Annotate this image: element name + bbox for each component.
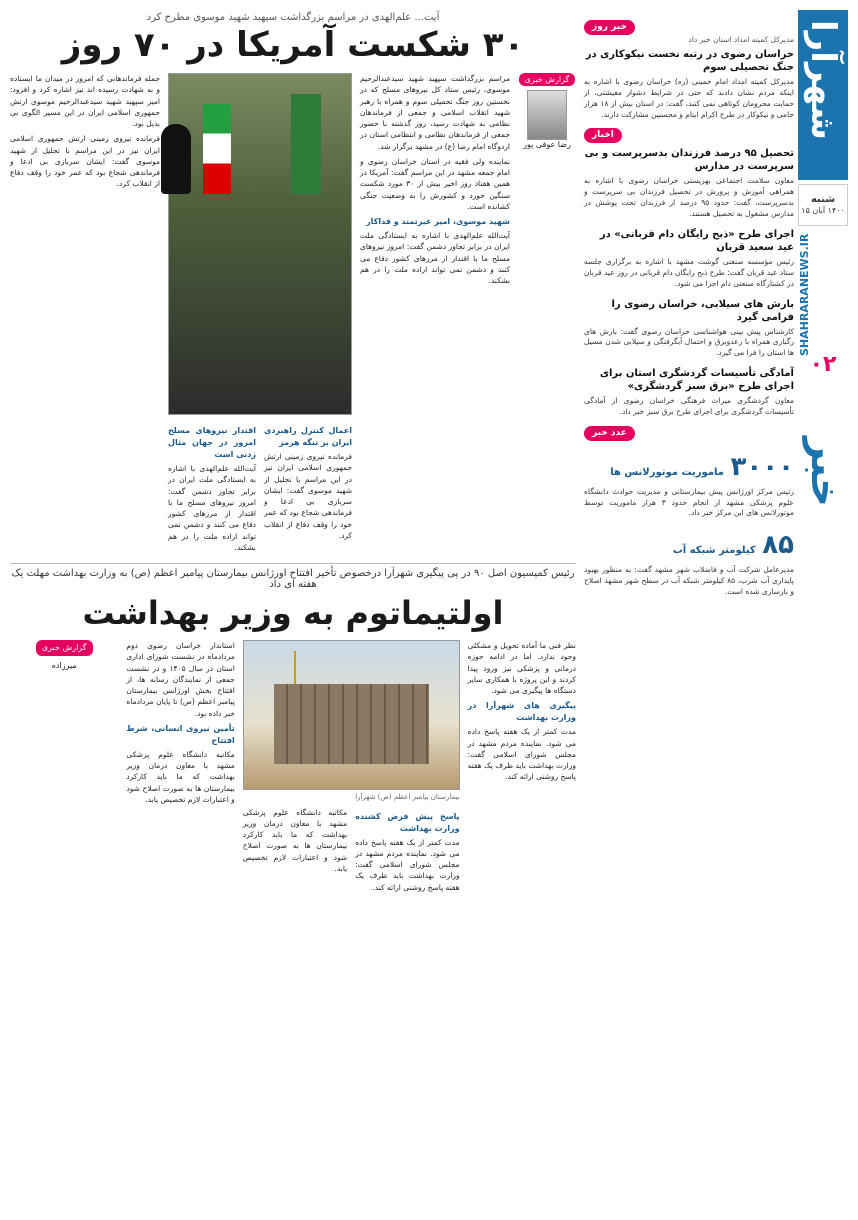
second-paragraph: نظر فنی ما آماده تحویل و مشکلی وجود ندارد. اما در ادامه حوزه درمانی و پزشکی نیز ورود پیدا کردند و این پروژه با همکاری سایر دستگاه ها پیگیری می شود. [467,641,576,695]
news-title[interactable]: تحصیل ۹۵ درصد فرزندان بدسرپرست و بی سرپرست در مدارس [584,148,794,173]
logo-text: شهرآرا [803,20,843,140]
flag-icon [291,94,321,194]
second-strap: رئیس کمیسیون اصل ۹۰ در پی پیگیری شهرآرا درخصوص تأخیر افتتاح اورژانس بیمارستان پیامبر اعظم (ص) به وزارت بهداشت مهلت یک هفته ای داد [10,563,576,590]
second-subhead: تأمین نیروی انسانی، شرط افتتاح [126,723,235,745]
lead-photo-area [168,73,352,553]
lead-subhead: شهید موسوی، امیر غیرتمند و فداکار [366,217,510,226]
news-body: معاون سلامت اجتماعی بهزیستی خراسان رضوی با اشاره به همراهی آموزش و پرورش در تحصیل فرزندان بی سرپرست و بدسرپرست، گفت: حدود ۹۵ درصد از فرزندان تحت پوشش در مدارس مشغول به تحصیل هستند. [584,176,794,219]
lead-subhead: اعمال کنترل راهبردی ایران بر تنگه هرمز [264,426,352,447]
lead-column-2 [264,421,352,553]
author-name: رضا عوفی پور [523,140,571,149]
second-column-3 [243,807,347,893]
iran-flag-icon [203,104,231,194]
lead-column-4 [10,73,160,553]
stat-body: رئیس مرکز اورژانس پیش بیمارستانی و مدیریت حوادث دانشگاه علوم پزشکی مشهد از انجام حدود ۳ هزار ماموریت توسط موتورلانس های این مرکز خبر داد. [584,486,795,518]
author-box [518,73,576,553]
author-box [10,640,118,893]
lead-story [10,73,576,553]
stat-item [584,527,794,597]
speaker-figure [161,124,191,194]
stat-item [584,449,794,519]
lead-columns [168,421,352,553]
second-headline[interactable]: اولتیماتوم به وزیر بهداشت [82,594,504,632]
site-url[interactable]: SHAHRARANEWS.IR [798,234,811,357]
news-item[interactable] [584,367,794,418]
avatar [527,90,567,140]
second-paragraph: استاندار خراسان رضوی دوم مردادماه در نشست شورای اداری استان در سال ۱۴۰۵ و در نشست جمعی از نمایندگان رسانه ها، از افتتاح بخش اورژانس بیمارستان پیامبر اعظم (ص) تا پایان مردادماه خبر داده بود. [126,641,235,718]
stat-body: مدیرعامل شرکت آب و فاضلاب شهر مشهد گفت: به منظور بهبود پایداری آب شرب، ۸۵ کیلومتر شبکه آب در سطح شهر مشهد اصلاح و بازسازی شده است. [584,565,794,596]
lead-photo[interactable] [168,73,352,415]
news-title[interactable]: خراسان رضوی در رتبه نخست نیکوکاری در جنگ تحصیلی سوم [585,48,794,73]
second-subhead: پیگیری های شهرآرا در وزارت بهداشت [467,701,576,723]
lead-headline[interactable]: ۳۰ شکست آمریکا در ۷۰ روز [61,25,525,65]
tag-stat: عدد خبر [584,426,635,441]
news-body: رئیس مؤسسه صنعتی گوشت مشهد با اشاره به برگزاری جلسه ستاد عید قربان گفت: طرح ذبح رایگان دام قربانی در روز عید قربان در کشتارگاه صنعتی دام اجرا می شود. [584,256,794,288]
lead-paragraph: آیت‌الله علم‌الهدی با اشاره به ایستادگی ملت ایران در برابر تجاوز دشمن گفت: امروز نیروهای مسلح ما با اقتدار از مرزهای کشور دفاع می کنند و دشمن نمی تواند اراده ملت را در هم بشکند. [360,231,510,285]
lead-kicker: آیت‌... علم‌الهدی در مراسم بزرگداشت سپهبد شهید موسوی مطرح کرد [146,12,440,23]
news-kicker: مدیرکل کمیته امداد استان خبر داد [688,35,794,45]
main-content [10,12,576,1210]
date-box [798,184,848,226]
report-badge: گزارش خبری [519,73,576,86]
news-body: کارشناس پیش بینی هواشناسی خراسان رضوی گفت: بارش های رگباری همراه با رعدوبرق و احتمال آبگرفتگی و سیلابی شدن مسیل ها استان را فرا می گیرد. [584,326,794,358]
news-body: معاون گردشگری میراث فرهنگی خراسان رضوی از آمادگی تأسیسات گردشگری برای اجرای طرح برق سبز خبر داد. [584,396,794,417]
second-column-1 [468,640,576,893]
second-paragraph: مدت کمتر از یک هفته پاسخ داده می شود. نماینده مردم مشهد در مجلس شورای اسلامی گفت: وزارت بهداشت باید ظرف یک هفته پاسخ روشنی ارائه کند. [355,837,460,892]
lead-paragraph: آیت‌الله علم‌الهدی با اشاره به ایستادگی ملت ایران در برابر تجاوز دشمن گفت: امروز نیروهای مسلح ما با اقتدار از مرزهای کشور دفاع می کنند و دشمن نمی تواند اراده ملت را در هم بشکند. [168,464,256,552]
stat-number: ۳۰۰۰ [730,452,794,483]
lead-paragraph: فرمانده نیروی زمینی ارتش جمهوری اسلامی ایران نیز در این مراسم با تجلیل از شهید موسوی گفت: ایشان سربازی بی ادعا و فرماندهی شجاع بود که عمر خود را وقف دفاع از انقلاب کرد. [264,452,352,540]
lead-paragraph: فرمانده نیروی زمینی ارتش جمهوری اسلامی ایران نیز در این مراسم با تجلیل از شهید موسوی گفت: ایشان سربازی بی ادعا و فرماندهی شجاع بود که عمر خود را وقف دفاع از انقلاب کرد. [10,134,160,189]
second-paragraph: مکاتبه دانشگاه علوم پزشکی مشهد با معاون درمان وزیر بهداشت که ما باید کارکرد بیمارستان ها به صورت اصلاح شود و اعتبارات لازم تخصیص یابد. [126,749,235,804]
page-number: ۰۲ [809,352,837,377]
second-column-2 [355,807,459,893]
second-paragraph: مدت کمتر از یک هفته پاسخ داده می شود. نماینده مردم مشهد در مجلس شورای اسلامی گفت: وزارت بهداشت باید ظرف یک هفته پاسخ روشنی ارائه کند. [467,727,576,782]
news-item[interactable] [584,298,794,360]
news-title[interactable]: بارش های سیلابی، خراسان رضوی را فرامی گیرد [611,298,794,323]
news-sidebar [584,20,794,1210]
issue-date: ۱۴۰۰ آبان ۱۵ [801,206,845,216]
stat-label: ماموریت موتورلانس ها [610,467,724,479]
masthead [798,10,848,1210]
second-story [10,640,576,893]
lead-column-1 [360,73,510,553]
report-badge: گزارش خبری [36,640,93,656]
lead-paragraph: مراسم بزرگداشت سپهبد شهید سیدعبدالرحیم موسوی، رئیس ستاد کل نیروهای مسلح که در نخستین روز جنگ تحمیلی سوم و همراه با رهبر شهید انقلاب اسلامی و جمعی از فرماندهان نظامی به شهادت رسید، روز گذشته با حضور جمعی از فرماندهان نظامی و انتظامی استان در اردوگاه امام رضا (ع) در مشهد برگزار شد. [360,74,510,151]
stat-label: کیلومتر شبکه آب [672,545,756,557]
news-item[interactable] [584,35,794,120]
news-body: مدیرکل کمیته امداد امام خمینی (ره) خراسان رضوی با اشاره به اینکه مردم نشان دادند که حتی در شرایط دشوار معیشتی، از حمایت محرومان کوتاهی نمی کنند، گفت: در استان بیش از ۱۸ هزار حامی و نیکوکار در طرح اکرام ایتام و محسنین مشارکت دارند. [584,76,794,119]
second-photo[interactable] [243,640,460,790]
day-name: شنبه [810,194,836,206]
tag-mid: اخبار [584,128,622,143]
second-paragraph: مکاتبه دانشگاه علوم پزشکی مشهد با معاون درمان وزیر بهداشت که ما باید کارکرد بیمارستان ها به صورت اصلاح شود و اعتبارات لازم تخصیص یابد. [242,807,348,873]
second-columns [243,807,460,893]
lead-column-3 [168,421,256,553]
second-photo-area [243,640,460,893]
second-subhead: پاسخ پیش فرض کشنده وزارت بهداشت [355,811,460,833]
logo [798,10,848,180]
photo-caption: بیمارستان پیامبر اعظم (ص) شهرآرا [355,793,460,801]
news-title[interactable]: آمادگی تأسیسات گردشگری استان برای اجرای طرح «برق سبز گردشگری» [599,368,794,393]
section-label: خبر [802,437,848,508]
lead-paragraph: نماینده ولی فقیه در استان خراسان رضوی و امام جمعه مشهد در این مراسم گفت: آمریکا در همین هفتاد روز اخیر بیش از ۳۰ مورد شکست سنگین خورد و کشورش را به وضعیت جنگی کشانده است. [360,156,510,211]
news-item[interactable] [584,147,794,220]
lead-subhead: اقتدار نیروهای مسلح امروز در جهان مثال زدنی است [168,426,256,459]
lead-paragraph: جمله فرماندهانی که امروز در میدان ما ایستاده و به شهادت رسیده اند نیز اشاره کرد و افزود: امیر سپهبد شهید سیدعبدالرحیم موسوی ارتش جمهوری اسلامی ایران در این مسیر الگوی بی بدیل بود. [10,74,160,128]
tag-top: خبر روز [584,20,635,35]
news-title[interactable]: اجرای طرح «ذبح رایگان دام قربانی» در عید سعید قربان [599,228,794,253]
stat-number: ۸۵ [762,530,794,561]
news-item[interactable] [584,228,794,290]
building-figure [274,684,429,764]
second-column-4 [126,640,234,893]
author-name: میرزاده [51,661,77,670]
